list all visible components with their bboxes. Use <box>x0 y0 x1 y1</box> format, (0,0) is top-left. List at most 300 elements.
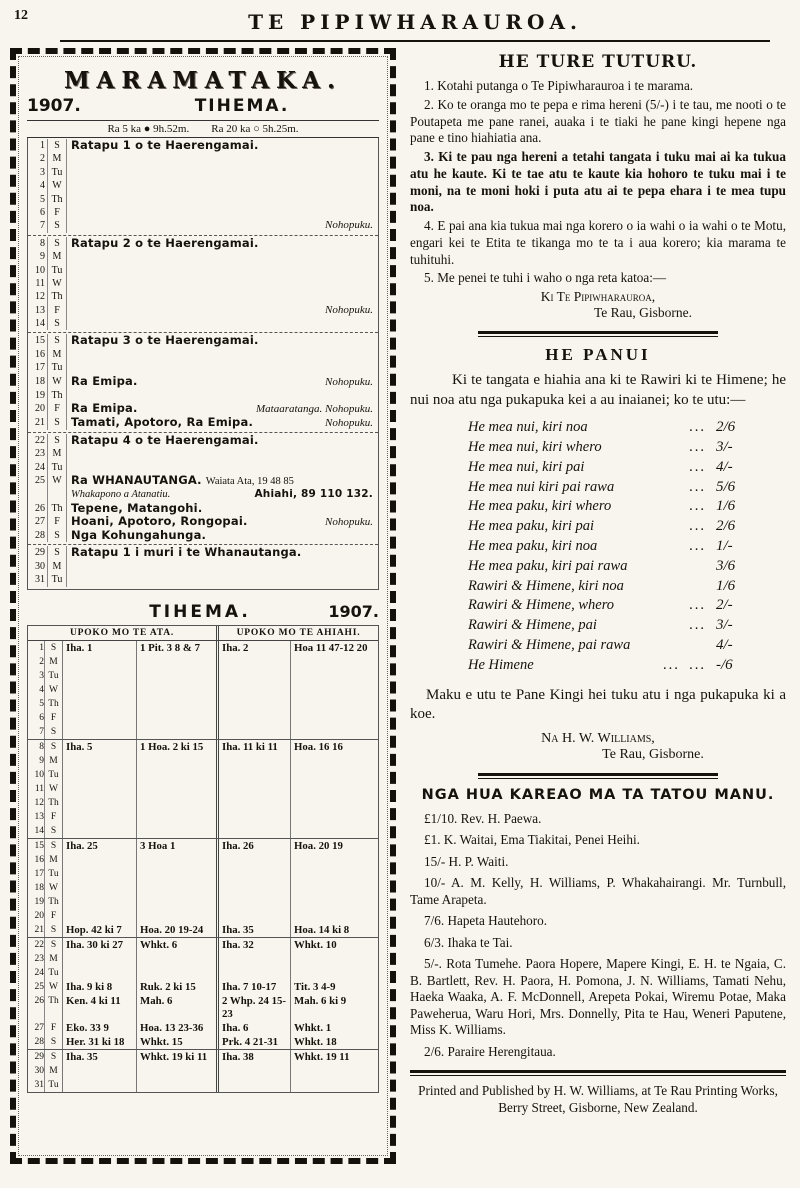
day-letter: M <box>47 348 67 361</box>
lesson-ref <box>62 952 136 966</box>
day-letter: S <box>44 1035 62 1049</box>
day-number: 28 <box>34 1036 44 1047</box>
lesson-ref <box>136 810 216 824</box>
day-entry <box>67 206 378 219</box>
calendar-day-row <box>28 334 378 347</box>
day-number: 2 <box>40 153 45 165</box>
lessons-table <box>27 625 379 1093</box>
lessons-header-row <box>28 626 378 641</box>
lesson-ref <box>290 810 378 824</box>
day-number: 13 <box>34 811 44 822</box>
lessons-week <box>28 641 378 739</box>
subscriber-names: K. Waitai, Ema Tiakitai, Penei Heihi. <box>443 832 640 848</box>
lesson-ref <box>216 867 290 881</box>
subscription-item <box>410 956 786 1039</box>
subscription-item <box>410 935 786 952</box>
lesson-ref <box>62 697 136 711</box>
lesson-ref <box>62 768 136 782</box>
day-letter: W <box>44 683 62 697</box>
lesson-ref: Whkt. 15 <box>136 1035 216 1049</box>
lesson-ref <box>62 683 136 697</box>
lesson-ref <box>62 711 136 725</box>
day-number: 15 <box>35 335 45 347</box>
lesson-ref <box>216 909 290 923</box>
day-number: 26 <box>35 502 45 514</box>
lessons-week <box>28 1049 378 1092</box>
day-number: 7 <box>39 726 44 737</box>
subscription-amount: 5/-. <box>424 956 447 972</box>
feast-name: Nga Kohungahunga. <box>71 527 207 542</box>
rule-paragraph: 4. E pai ana kia tukua mai nga korero o ia wahi o ia wahi o te Motu, engari kei te Etita te tikanga mo te ta i aua korero; kia marama te tuhituhi. <box>410 218 786 267</box>
calendar-day-row <box>28 139 378 152</box>
lesson-ref <box>62 782 136 796</box>
day-number: 11 <box>35 277 45 289</box>
lesson-ref <box>136 881 216 895</box>
day-entry <box>67 193 378 206</box>
day-number: 2 <box>39 656 44 667</box>
articles-column <box>406 48 794 1164</box>
lesson-ref: Whkt. 6 <box>136 938 216 952</box>
day-letter: S <box>44 740 62 754</box>
book-description: He mea nui, kiri whero <box>468 438 602 455</box>
lesson-ref: Iha. 1 <box>62 641 136 655</box>
price-list-item <box>468 557 750 577</box>
day-number: 30 <box>34 1065 44 1076</box>
day-number: 14 <box>35 318 45 330</box>
imprint-text: Printed and Published by H. W. Williams, at Te Rau Printing Works, Berry Street, Gisborne, New Zealand. <box>418 1083 778 1116</box>
calendar-day-row <box>28 434 378 447</box>
rule-paragraph: 3. Ki te pau nga hereni a tetahi tangata i tuku mai ai ka tukua atu he kaute. Ki te tae atu te kaute kia hohoro te tuku mai i te moni, na te moni hoki i puta atu ai te pepa ehara i te mea tupu noa. <box>410 149 786 215</box>
book-description: He mea nui, kiri pai <box>468 458 585 475</box>
calendar-day-row <box>28 502 378 515</box>
dot-leader: ... <box>689 458 706 475</box>
new-moon-time: Ra 5 ka ● 9h.52m. <box>107 123 190 135</box>
day-number: 1 <box>39 642 44 653</box>
lesson-ref <box>62 966 136 980</box>
subscriber-names: Ihaka te Tai. <box>447 934 513 950</box>
day-entry <box>67 461 378 474</box>
dot-leader: ... <box>689 617 706 634</box>
day-letter: M <box>44 853 62 867</box>
day-letter: S <box>47 546 67 559</box>
calendar-day-row <box>28 389 378 402</box>
lesson-ref <box>216 683 290 697</box>
day-number: 5 <box>40 193 45 205</box>
price-list-item <box>468 616 750 636</box>
day-letter: F <box>44 909 62 923</box>
lesson-ref: Iha. 25 <box>62 839 136 853</box>
day-letter: Tu <box>47 166 67 179</box>
lesson-ref: Iha. 11 ki 11 <box>216 740 290 754</box>
day-number: 22 <box>34 939 44 950</box>
calendar-day-row <box>28 264 378 277</box>
book-description: He mea paku, kiri pai <box>468 518 595 535</box>
day-number: 26 <box>34 995 44 1006</box>
lesson-ref <box>216 810 290 824</box>
day-number: 13 <box>35 304 45 316</box>
price-list-item <box>468 517 750 537</box>
book-price: 4/- <box>716 458 733 475</box>
day-letter: Tu <box>47 264 67 277</box>
lesson-ref <box>62 881 136 895</box>
day-entry <box>67 560 378 573</box>
book-price: -/6 <box>716 656 733 673</box>
day-number: 12 <box>34 797 44 808</box>
book-price: 2/6 <box>716 419 736 436</box>
day-number: 23 <box>34 953 44 964</box>
day-letter: S <box>47 237 67 250</box>
header-evening-lessons: UPOKO MO TE AHIAHI. <box>216 626 378 640</box>
day-entry <box>67 573 378 586</box>
calendar-day-row <box>28 206 378 219</box>
subscriptions-list <box>410 811 786 1061</box>
day-entry <box>67 416 378 430</box>
lesson-ref: Hop. 42 ki 7 <box>62 923 136 937</box>
price-list-item <box>468 656 750 676</box>
book-description: He mea paku, kiri noa <box>468 537 598 554</box>
day-letter: W <box>47 179 67 192</box>
day-entry <box>67 502 378 515</box>
day-letter: F <box>44 1021 62 1035</box>
book-description: He mea paku, kiri whero <box>468 498 612 515</box>
price-list-item <box>468 497 750 517</box>
book-price: 2/- <box>716 597 733 614</box>
day-entry <box>67 152 378 165</box>
lesson-ref: Iha. 2 <box>216 641 290 655</box>
lesson-ref <box>216 853 290 867</box>
day-number: 10 <box>34 769 44 780</box>
day-letter: W <box>47 277 67 290</box>
lesson-ref: Tit. 3 4-9 <box>290 980 378 994</box>
lessons-month: TIHEMA. <box>149 601 251 622</box>
lesson-ref <box>62 810 136 824</box>
calendar-day-row <box>28 348 378 361</box>
day-letter: W <box>44 980 62 994</box>
lesson-ref <box>290 867 378 881</box>
day-number: 15 <box>34 840 44 851</box>
lesson-ref <box>136 867 216 881</box>
signature-name: Na H. W. Williams, <box>541 730 655 746</box>
day-letter: Th <box>44 697 62 711</box>
calendar-day-row <box>28 179 378 192</box>
lessons-week <box>28 739 378 838</box>
notice-intro: Ki te tangata e hiahia ana ki te Rawiri ki te Himene; he nui noa atu nga pukapuka kei a au inaianei; ko te utu:— <box>410 372 786 408</box>
subscriber-names: Rota Tumehe. Paora Hopere, Mapere Kingi, E. H. te Ngaia, C. B. Bartlett, Rev. H. Paora, H. Pomona, J. N. Williams, Tamati Nehu, Haeka Waaka, A. F. McDonnell, Arepeta Pokai, Wiremu Potae, Maka Paweherua, Waru Hori, Mrs. Donnelly, Pita te Hau, Weneri Paputene, Miss K. Williams. <box>410 956 787 1038</box>
day-letter: Tu <box>44 1078 62 1092</box>
day-letter: S <box>44 1050 62 1064</box>
feast-calendar-table <box>27 138 379 590</box>
day-letter: S <box>47 334 67 347</box>
day-number: 29 <box>35 547 45 559</box>
year-month-row <box>27 96 379 116</box>
lesson-ref <box>290 1078 378 1092</box>
subscription-amount: £1/10. <box>424 810 461 826</box>
calendar-day-row <box>28 474 378 488</box>
day-entry <box>67 447 378 460</box>
lesson-ref <box>62 853 136 867</box>
rule-paragraph: 5. Me penei te tuhi i waho o nga reta katoa:— <box>424 270 667 286</box>
day-letter: Th <box>44 796 62 810</box>
day-number: 7 <box>40 220 45 232</box>
book-description: Rawiri & Himene, whero <box>468 597 615 614</box>
lesson-ref <box>62 824 136 838</box>
day-entry <box>67 317 378 330</box>
dot-leader: ... <box>689 537 706 554</box>
lesson-ref <box>290 697 378 711</box>
day-entry <box>67 515 378 529</box>
calendar-day-row <box>28 193 378 206</box>
book-price: 3/- <box>716 438 733 455</box>
lesson-ref: Iha. 30 ki 27 <box>62 938 136 952</box>
dot-leader: ... <box>689 597 706 614</box>
price-list-item <box>468 438 750 458</box>
calendar-day-row <box>28 402 378 416</box>
lesson-ref: 3 Hoa 1 <box>136 839 216 853</box>
lesson-ref <box>216 711 290 725</box>
lesson-ref <box>62 754 136 768</box>
day-letter: F <box>47 304 67 317</box>
feast-name: Ra Emipa. <box>71 401 138 416</box>
subscription-amount: 10/- <box>424 875 451 891</box>
lesson-ref <box>216 768 290 782</box>
calendar-day-row <box>28 304 378 317</box>
lesson-ref <box>62 895 136 909</box>
calendar-week <box>28 332 378 432</box>
day-number: 29 <box>34 1051 44 1062</box>
lesson-ref <box>136 824 216 838</box>
lesson-ref: Iha. 38 <box>216 1050 290 1064</box>
imprint-divider <box>410 1070 786 1076</box>
lesson-ref <box>290 683 378 697</box>
calendar-day-row <box>28 166 378 179</box>
day-entry <box>67 264 378 277</box>
lesson-ref: Hoa. 16 16 <box>290 740 378 754</box>
subscription-item <box>410 1044 786 1061</box>
entry-detail-bold: Ahiahi, 89 110 132. <box>254 488 373 501</box>
maramataka-panel <box>10 48 396 1164</box>
page-number: 12 <box>14 8 28 23</box>
lesson-ref: 2 Whp. 24 15-23 <box>216 994 290 1021</box>
day-number: 14 <box>34 825 44 836</box>
subscription-amount: £1. <box>424 832 444 848</box>
lesson-ref <box>136 796 216 810</box>
day-number: 18 <box>34 882 44 893</box>
lesson-ref: Eko. 33 9 <box>62 1021 136 1035</box>
lesson-ref <box>62 796 136 810</box>
day-number: 27 <box>34 1022 44 1033</box>
lesson-ref <box>136 895 216 909</box>
lesson-ref: Whkt. 18 <box>290 1035 378 1049</box>
lesson-ref <box>290 796 378 810</box>
lesson-ref <box>136 711 216 725</box>
book-price: 3/6 <box>716 557 736 574</box>
day-entry <box>67 389 378 402</box>
moon-phase-row <box>27 120 379 138</box>
day-entry <box>67 334 378 347</box>
fast-note: Nohopuku. <box>325 219 373 232</box>
price-list-item <box>468 577 750 597</box>
day-letter: Tu <box>44 966 62 980</box>
lesson-ref: Prk. 4 21-31 <box>216 1035 290 1049</box>
lesson-ref: Iha. 32 <box>216 938 290 952</box>
subscriptions-heading: NGA HUA KAREAO MA TA TATOU MANU. <box>421 786 775 803</box>
feast-name: Ratapu 4 o te Haerengamai. <box>71 433 259 448</box>
lesson-ref <box>216 697 290 711</box>
day-number: 1 <box>40 140 45 151</box>
lesson-ref <box>216 754 290 768</box>
fast-note: Nohopuku. <box>325 303 373 316</box>
subscription-item <box>410 854 786 871</box>
lesson-ref <box>290 669 378 683</box>
lesson-ref: Ken. 4 ki 11 <box>62 994 136 1021</box>
book-description: Rawiri & Himene, pai rawa <box>468 636 631 653</box>
day-number: 30 <box>35 560 45 572</box>
masthead-title: TE PIPIWHARAUROA. <box>60 0 770 42</box>
feast-name: Tepene, Matangohi. <box>71 500 203 515</box>
book-description: He mea paku, kiri pai rawa <box>468 557 628 574</box>
calendar-day-row <box>28 416 378 430</box>
day-letter: Th <box>47 193 67 206</box>
day-letter: F <box>44 810 62 824</box>
day-letter: Th <box>44 994 62 1021</box>
day-number: 31 <box>34 1079 44 1090</box>
day-letter: M <box>44 655 62 669</box>
day-number: 17 <box>34 868 44 879</box>
price-list-item <box>468 458 750 478</box>
book-price: 1/6 <box>716 577 736 594</box>
day-letter: S <box>44 725 62 739</box>
day-letter: Th <box>47 502 67 515</box>
lesson-ref: Ruk. 2 ki 15 <box>136 980 216 994</box>
calendar-day-row <box>28 515 378 529</box>
feast-name: Ra WHANAUTANGA. <box>71 473 202 488</box>
day-letter: S <box>44 641 62 655</box>
day-number: 6 <box>39 712 44 723</box>
day-number: 4 <box>40 180 45 192</box>
lesson-ref <box>216 1078 290 1092</box>
lessons-week <box>28 937 378 1049</box>
day-letter: Tu <box>44 768 62 782</box>
day-letter: Tu <box>44 669 62 683</box>
day-letter: Tu <box>44 867 62 881</box>
dot-leader: ... <box>689 478 706 495</box>
calendar-day-row <box>28 317 378 330</box>
lesson-ref <box>216 796 290 810</box>
lessons-title-row <box>27 602 379 622</box>
calendar-day-row <box>28 375 378 389</box>
day-letter: F <box>47 402 67 416</box>
lesson-ref: Iha. 5 <box>62 740 136 754</box>
day-number: 20 <box>35 403 45 415</box>
entry-detail: Waiata Ata, 19 48 85 <box>205 476 294 488</box>
subscription-amount: 6/3. <box>424 934 448 950</box>
fast-note: Nohopuku. <box>325 515 373 528</box>
price-list-item <box>468 418 750 438</box>
day-letter: S <box>47 139 67 152</box>
lesson-ref: Iha. 6 <box>216 1021 290 1035</box>
price-list-item <box>468 636 750 656</box>
book-price: 3/- <box>716 617 733 634</box>
page-columns <box>0 42 800 1164</box>
lesson-ref <box>290 952 378 966</box>
book-price: 5/6 <box>716 478 736 495</box>
lesson-ref: 1 Pit. 3 8 & 7 <box>136 641 216 655</box>
lesson-ref <box>216 966 290 980</box>
subscription-item <box>410 875 786 908</box>
day-letter: S <box>47 219 67 232</box>
day-letter: Th <box>47 290 67 303</box>
book-description: He Himene <box>468 656 534 673</box>
subscription-item <box>410 913 786 930</box>
day-entry <box>67 375 378 389</box>
lesson-ref <box>216 881 290 895</box>
lesson-ref <box>290 655 378 669</box>
book-price: 2/6 <box>716 518 736 535</box>
subscriber-names: Paraire Herengitaua. <box>447 1043 556 1059</box>
address-line-2: Te Rau, Gisborne. <box>593 305 693 321</box>
feast-name: Hoani, Apotoro, Rongopai. <box>71 513 248 528</box>
price-list-item <box>468 537 750 557</box>
calendar-day-row <box>28 361 378 374</box>
day-letter: M <box>47 447 67 460</box>
day-letter: F <box>47 515 67 529</box>
lesson-ref <box>136 754 216 768</box>
feast-name: Ratapu 2 o te Haerengamai. <box>71 235 259 250</box>
lesson-ref <box>216 1064 290 1078</box>
calendar-day-row <box>28 560 378 573</box>
subscription-amount: 7/6. <box>424 913 448 929</box>
day-number: 25 <box>35 475 45 487</box>
day-letter: W <box>47 474 67 488</box>
book-description: Rawiri & Himene, pai <box>468 617 597 634</box>
day-number: 27 <box>35 515 45 527</box>
lesson-ref <box>290 824 378 838</box>
dot-leader: ... <box>689 498 706 515</box>
lesson-ref <box>136 782 216 796</box>
lesson-ref <box>290 711 378 725</box>
day-number: 24 <box>34 967 44 978</box>
calendar-day-row <box>28 290 378 303</box>
lesson-ref <box>290 966 378 980</box>
frame-inner <box>18 56 388 1156</box>
lesson-ref <box>216 669 290 683</box>
day-entry <box>67 304 378 317</box>
entry-detail-italic: Whakapono a Atanatiu. <box>71 489 171 501</box>
fast-note: Nohopuku. <box>325 417 373 430</box>
day-letter: F <box>47 206 67 219</box>
full-moon-time: Ra 20 ka ○ 5h.25m. <box>211 123 299 135</box>
day-entry <box>67 434 378 447</box>
lessons-week <box>28 838 378 937</box>
price-list-item <box>468 596 750 616</box>
day-entry <box>67 361 378 374</box>
address-line-1: Ki Te Pipiwharauroa, <box>540 289 656 305</box>
feast-name: Ra Emipa. <box>71 373 138 388</box>
day-number: 21 <box>35 417 45 429</box>
day-number: 5 <box>39 698 44 709</box>
day-letter: S <box>44 938 62 952</box>
notice-heading: HE PANUI <box>545 345 651 365</box>
notice-outro: Maku e utu te Pane Kingi hei tuku atu i nga pukapuka ki a koe. <box>410 686 786 723</box>
day-letter: S <box>47 416 67 430</box>
lesson-ref <box>136 952 216 966</box>
day-letter: S <box>47 529 67 542</box>
dot-leader: ... ... <box>663 656 706 673</box>
calendar-day-row <box>28 277 378 290</box>
calendar-day-row <box>28 546 378 559</box>
day-letter: Tu <box>47 461 67 474</box>
day-letter: M <box>47 152 67 165</box>
